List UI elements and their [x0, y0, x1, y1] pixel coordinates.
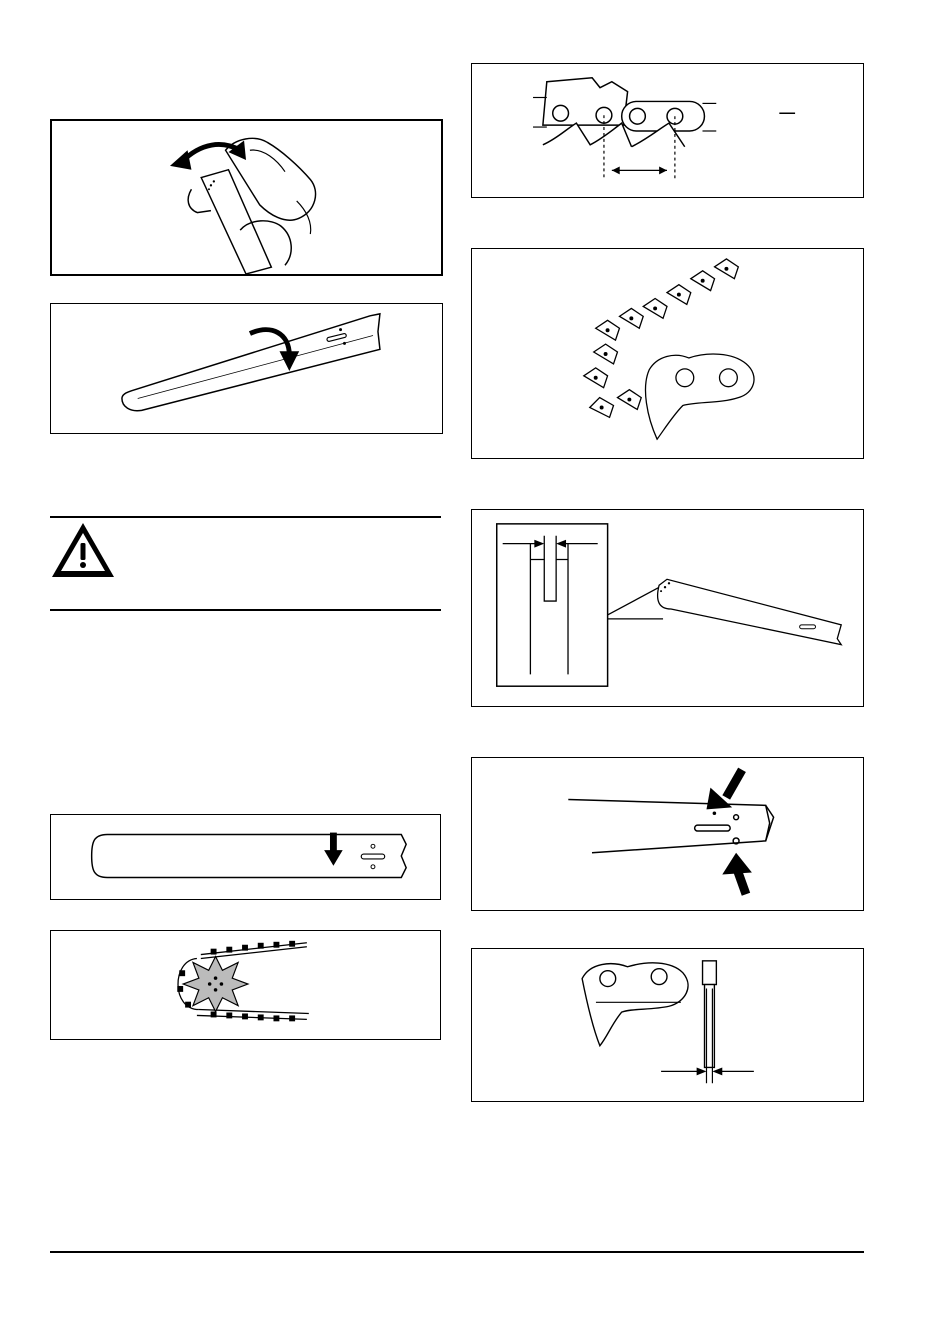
- chain-on-sprocket-icon: [51, 931, 440, 1039]
- figure-bar-flip: [50, 303, 443, 434]
- warning-triangle-icon: [50, 521, 116, 579]
- warning-top-rule: [50, 516, 441, 518]
- bar-rotate-by-hand-icon: [52, 121, 441, 274]
- figure-bar-groove: [471, 509, 864, 707]
- bar-flip-arrow-icon: [51, 304, 442, 433]
- chain-pitch-measure-icon: [472, 64, 863, 197]
- bar-lubrication-holes-icon: [472, 758, 863, 910]
- warning-bottom-rule: [50, 609, 441, 611]
- figure-gauge-thickness: [471, 948, 864, 1102]
- figure-bar-rotate: [50, 119, 443, 276]
- figure-chain-sprocket: [50, 930, 441, 1040]
- figure-bar-holes: [471, 757, 864, 911]
- bar-drive-link-hole-icon: [51, 815, 440, 899]
- figure-bar-hole: [50, 814, 441, 900]
- figure-chain-pitch: [471, 63, 864, 198]
- bar-groove-width-icon: [472, 510, 863, 706]
- chain-drive-link-gauge-icon: [472, 249, 863, 458]
- figure-chain-gauge: [471, 248, 864, 459]
- footer-rule: [50, 1251, 864, 1253]
- drive-link-gauge-thickness-icon: [472, 949, 863, 1101]
